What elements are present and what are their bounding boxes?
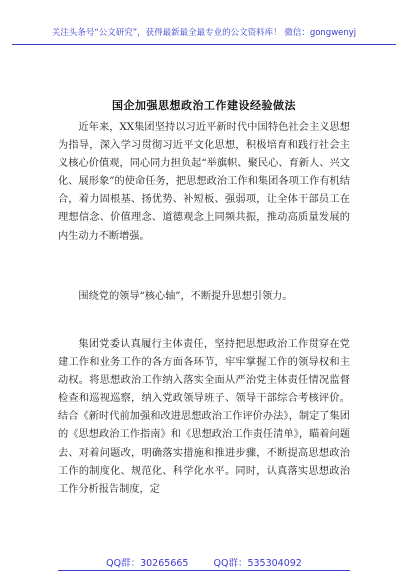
footer-qq-group-2: QQ群：535304092 — [213, 558, 302, 569]
paragraph-intro: 近年来，XX集团坚持以习近平新时代中国特色社会主义思想为指导，深入学习贯彻习近平文化思想，积极培育和践行社会主义核心价值观，同心同力担负起“举旗帜、聚民心、育新人、兴文化、展形象”的使命任务，把思想政治工作和集团各项工作有机结合，着力固根基、扬优势、补短板、强弱项，让全体干部员工在理想信念、价值理念、道德观念上同频共振，推动高质量发展的内生动力不断增强。 — [58, 122, 350, 242]
footer-divider — [58, 570, 350, 571]
page-header-banner: 关注头条号“公文研究”，获得最新最全最专业的公文资料库！ 微信：gongwenyj — [51, 28, 357, 38]
document-title: 国企加强思想政治工作建设经验做法 — [112, 99, 296, 112]
paragraph-body: 集团党委认真履行主体责任，坚持把思想政治工作贯穿在党建工作和业务工作的各方面各环节，牢牢掌握工作的领导权和主动权。将思想政治工作纳入落实全面从严治党主体责任情况监督检查和巡视巡察，纳入党政领导班子、领导干部综合考核评价。结合《新时代前加强和改进思想政治工作评价办法》，制定了集团的《思想政治工作指南》和《思想政治工作责任清单》，瞄着问题去、对着问题改，明确落实措施和推进步骤，不断提高思想政治工作的制度化、规范化、科学化水平。同时，认真落实思想政治工作分析报告制度，定 — [58, 339, 350, 495]
footer-qq-group-1: QQ群：30265665 — [106, 558, 189, 569]
header-divider — [12, 44, 396, 45]
paragraph-subheading: 围绕党的领导“核心轴”，不断提升思想引领力。 — [78, 291, 293, 302]
page-footer — [0, 555, 408, 569]
